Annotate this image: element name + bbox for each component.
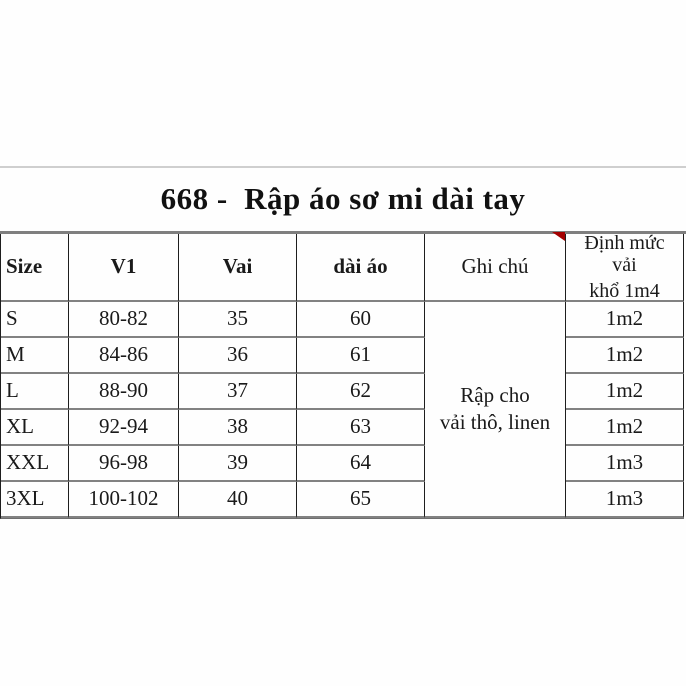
cell-vai: 36 — [179, 338, 297, 374]
cell-vai: 37 — [179, 374, 297, 410]
cell-dai-ao: 64 — [297, 446, 425, 482]
col-header-vai: Vai — [179, 234, 297, 302]
col-header-dinh-muc-line2: khổ 1m4 — [589, 280, 660, 302]
page-title: 668 - Rập áo sơ mi dài tay — [160, 181, 526, 216]
cell-v1: 88-90 — [69, 374, 179, 410]
cell-dai-ao: 63 — [297, 410, 425, 446]
size-table — [0, 234, 684, 519]
cell-dinh-muc: 1m2 — [566, 338, 684, 374]
cell-dinh-muc: 1m2 — [566, 410, 684, 446]
cell-size: 3XL — [1, 482, 69, 518]
cell-size: XXL — [1, 446, 69, 482]
title-row — [0, 168, 686, 230]
note-line1: Rập cho — [460, 382, 530, 407]
cell-size: M — [1, 338, 69, 374]
cell-v1: 92-94 — [69, 410, 179, 446]
col-header-ghi-chu: Ghi chú — [425, 234, 566, 302]
cell-vai: 35 — [179, 302, 297, 338]
cell-dai-ao: 65 — [297, 482, 425, 518]
cell-size: XL — [1, 410, 69, 446]
cell-v1: 96-98 — [69, 446, 179, 482]
cell-vai: 38 — [179, 410, 297, 446]
col-header-v1: V1 — [69, 234, 179, 302]
cell-dai-ao: 60 — [297, 302, 425, 338]
cell-vai: 39 — [179, 446, 297, 482]
col-header-dai-ao: dài áo — [297, 234, 425, 302]
cell-v1: 84-86 — [69, 338, 179, 374]
cell-v1: 80-82 — [69, 302, 179, 338]
note-line2: vải thô, linen — [439, 410, 551, 434]
cell-dai-ao: 61 — [297, 338, 425, 374]
cell-dinh-muc: 1m2 — [566, 302, 684, 338]
cell-size: L — [1, 374, 69, 410]
col-header-size: Size — [1, 234, 69, 302]
cell-dinh-muc: 1m3 — [566, 482, 684, 518]
cell-dinh-muc: 1m2 — [566, 374, 684, 410]
cell-vai: 40 — [179, 482, 297, 518]
col-header-dinh-muc — [566, 234, 684, 302]
cell-dai-ao: 62 — [297, 374, 425, 410]
note-cell — [425, 302, 566, 518]
col-header-dinh-muc-line1: Định mức vải — [584, 234, 665, 276]
cell-v1: 100-102 — [69, 482, 179, 518]
cell-dinh-muc: 1m3 — [566, 446, 684, 482]
cell-size: S — [1, 302, 69, 338]
